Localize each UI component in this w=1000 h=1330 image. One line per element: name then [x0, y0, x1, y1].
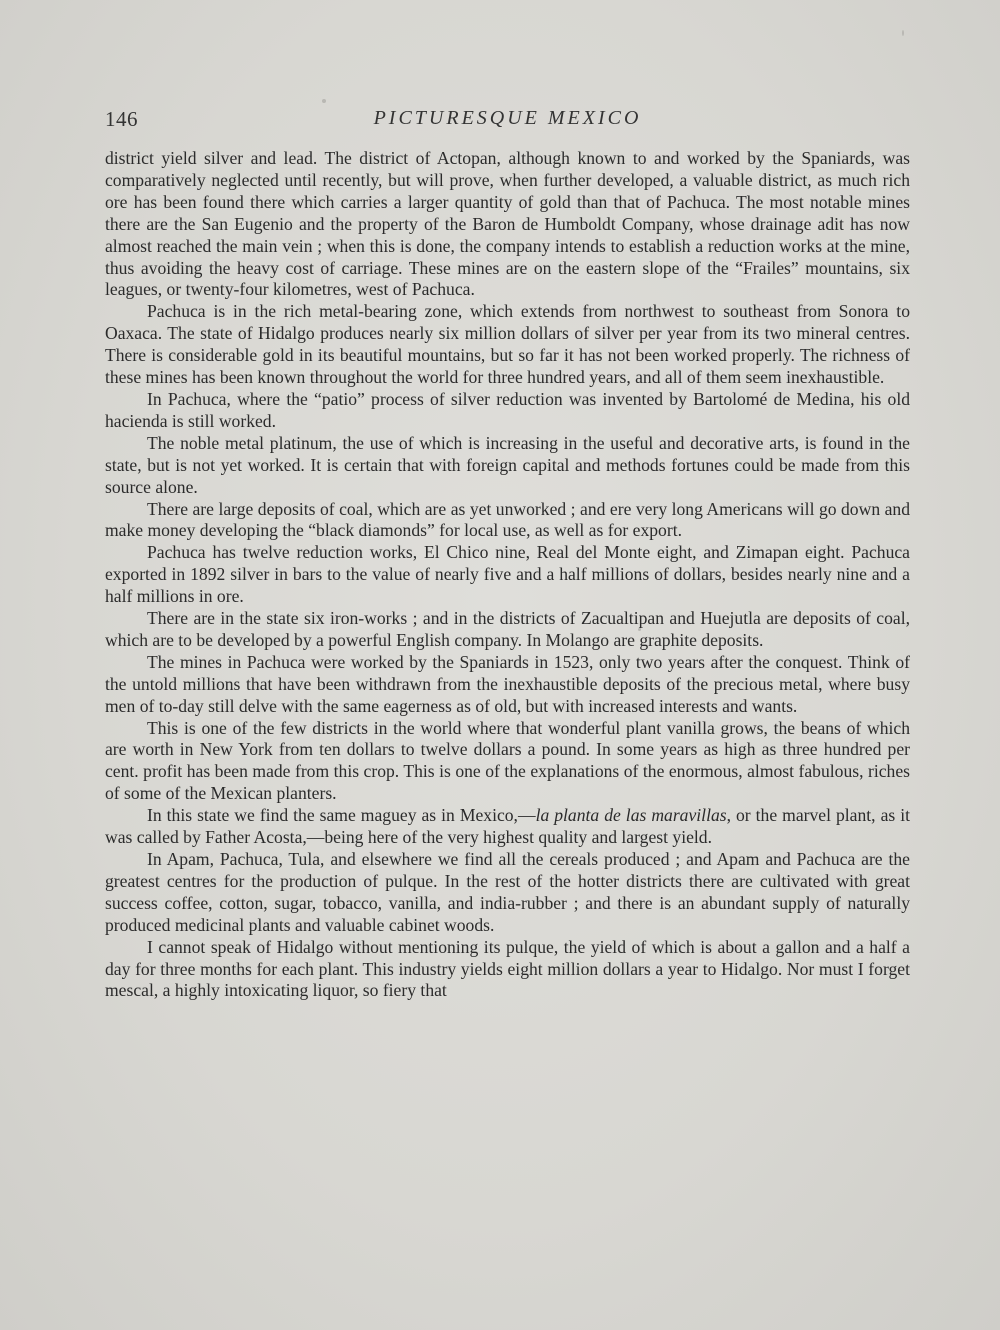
- paragraph-text: , or the marvel plant, as it was called by Father Acosta,—being here of the very highest quality and largest yield.: [105, 805, 910, 848]
- paragraph: [105, 805, 910, 849]
- paper-spot: [902, 30, 904, 36]
- paragraph: In Apam, Pachuca, Tula, and elsewhere we find all the cereals produced ; and Apam and Pachuca are the greatest centres for the production of pulque. In the rest of the hotter districts there are cultivated with great success coffee, cotton, sugar, tobacco, vanilla, and india-rubber ; and there is an abundant supply of naturally produced medicinal plants and valuable cabinet woods.: [105, 849, 910, 935]
- paragraph: district yield silver and lead. The district of Actopan, although known to and worked by the Spaniards, was comparatively neglected until recently, but will prove, when further developed, a valuable district, as much rich ore has been found there which carries a larger quantity of gold than that of Pachuca. The most notable mines there are the San Eugenio and the property of the Baron de Humboldt Company, whose drainage adit has now almost reached the main vein ; when this is done, the company intends to establish a reduction works at the mine, thus avoiding the heavy cost of carriage. These mines are on the eastern slope of the “Frailes” mountains, six leagues, or twenty-four kilometres, west of Pachuca.: [105, 148, 910, 300]
- paragraph: There are in the state six iron-works ; and in the districts of Zacualtipan and Huejutla are deposits of coal, which are to be developed by a powerful English company. In Molango are graphite deposits.: [105, 608, 910, 650]
- paper-spot: [322, 99, 326, 103]
- paragraph: In Pachuca, where the “patio” process of silver reduction was invented by Bartolomé de Medina, his old hacienda is still worked.: [105, 388, 910, 431]
- text-body: [105, 148, 910, 1002]
- paragraph: Pachuca has twelve reduction works, El Chico nine, Real del Monte eight, and Zimapan eight. Pachuca exported in 1892 silver in bars to the value of nearly five and a half millions of dollars, besides nearly nine and a half millions in ore.: [105, 542, 910, 607]
- page-number: 146: [105, 107, 138, 131]
- italic-phrase: la planta de las maravillas: [535, 805, 727, 826]
- paragraph: The noble metal platinum, the use of which is increasing in the useful and decorative arts, is found in the state, but is not yet worked. It is certain that with foreign capital and methods fortunes could be made from this source alone.: [105, 432, 910, 497]
- running-head: [105, 107, 910, 137]
- paragraph: There are large deposits of coal, which are as yet unworked ; and ere very long Americans will go down and make money developing the “black diamonds” for local use, as well as for export.: [105, 498, 910, 541]
- paragraph: I cannot speak of Hidalgo without mentioning its pulque, the yield of which is about a gallon and a half a day for three months for each plant. This industry yields eight million dollars a year to Hidalgo. Nor must I forget mescal, a highly intoxicating liquor, so fiery that: [105, 936, 910, 1001]
- paragraph: This is one of the few districts in the world where that wonderful plant vanilla grows, the beans of which are worth in New York from ten dollars to twelve dollars a pound. In some years as high as three hundred per cent. profit has been made from this crop. This is one of the explanations of the enormous, almost fabulous, riches of some of the Mexican planters.: [105, 717, 910, 804]
- paragraph-text: In this state we find the same maguey as in Mexico,—: [147, 805, 536, 826]
- paragraph: The mines in Pachuca were worked by the Spaniards in 1523, only two years after the conquest. Think of the untold millions that have been withdrawn from the inexhaustible deposits of the precious metal, where busy men of to-day still delve with the same eagerness as of old, but with increased interests and wants.: [105, 651, 910, 716]
- paragraph: Pachuca is in the rich metal-bearing zone, which extends from northwest to southeast from Sonora to Oaxaca. The state of Hidalgo produces nearly six million dollars of silver per year from its two mineral centres. There is considerable gold in its beautiful mountains, but so far it has not been worked properly. The richness of these mines has been known throughout the world for three hundred years, and all of them seem inexhaustible.: [105, 301, 910, 388]
- running-title: PICTURESQUE MEXICO: [373, 107, 642, 129]
